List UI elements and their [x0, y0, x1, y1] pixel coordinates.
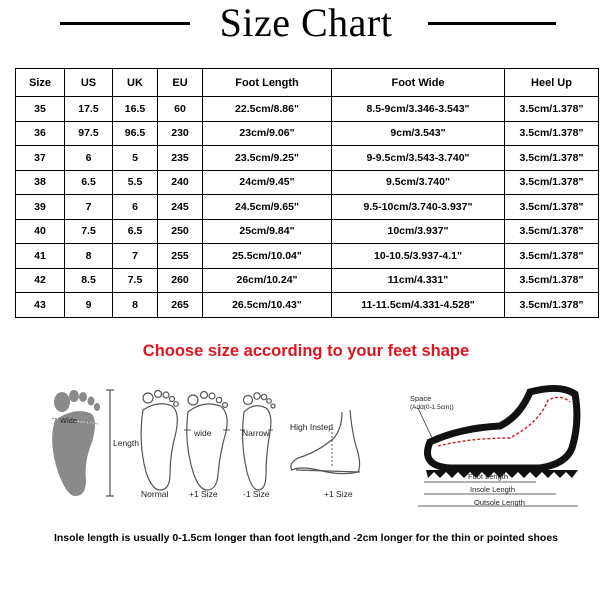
table-cell: 17.5	[65, 97, 113, 122]
table-cell: 8	[65, 244, 113, 269]
table-cell: 24.5cm/9.65"	[203, 195, 332, 220]
table-cell: 9	[65, 293, 113, 318]
table-cell: 16.5	[113, 97, 158, 122]
table-cell: 260	[158, 268, 203, 293]
table-cell: 38	[16, 170, 65, 195]
table-header-cell: Size	[16, 69, 65, 97]
table-cell: 36	[16, 121, 65, 146]
table-header-cell: Foot Length	[203, 69, 332, 97]
table-cell: 240	[158, 170, 203, 195]
table-cell: 37	[16, 146, 65, 171]
narrow-label: Narrow	[242, 428, 270, 438]
table-cell: 9cm/3.543"	[332, 121, 505, 146]
table-cell: 3.5cm/1.378"	[505, 268, 599, 293]
table-cell: 5	[113, 146, 158, 171]
table-cell: 250	[158, 219, 203, 244]
table-cell: 24cm/9.45"	[203, 170, 332, 195]
high-instep-foot-icon	[291, 410, 360, 474]
table-cell: 11cm/4.331"	[332, 268, 505, 293]
table-cell: 43	[16, 293, 65, 318]
table-cell: 35	[16, 97, 65, 122]
table-cell: 3.5cm/1.378"	[505, 170, 599, 195]
page-title: Size Chart	[219, 0, 393, 45]
table-cell: 3.5cm/1.378"	[505, 293, 599, 318]
table-cell: 10cm/3.937"	[332, 219, 505, 244]
wide-foot-icon	[184, 392, 230, 491]
high-instep-label: High Instep	[290, 422, 333, 432]
table-row	[16, 268, 599, 293]
table-cell: 25.5cm/10.04"	[203, 244, 332, 269]
table-row	[16, 293, 599, 318]
table-cell: 42	[16, 268, 65, 293]
insole-footnote: Insole length is usually 0-1.5cm longer than foot length,and -2cm longer for the thin or pointed shoes	[53, 532, 559, 544]
table-cell: 26.5cm/10.43"	[203, 293, 332, 318]
table-cell: 41	[16, 244, 65, 269]
plus-one-size-label-b: +1 Size	[324, 489, 353, 499]
table-cell: 230	[158, 121, 203, 146]
narrow-foot-icon	[240, 393, 275, 490]
table-cell: 7.5	[65, 219, 113, 244]
table-cell: 26cm/10.24"	[203, 268, 332, 293]
space-label: Space	[410, 394, 432, 403]
table-cell: 10-10.5/3.937-4.1"	[332, 244, 505, 269]
table-cell: 6	[113, 195, 158, 220]
table-cell: 40	[16, 219, 65, 244]
table-cell: 3.5cm/1.378"	[505, 244, 599, 269]
table-cell: 39	[16, 195, 65, 220]
grey-footprint-icon	[52, 390, 100, 496]
table-cell: 9.5cm/3.740"	[332, 170, 505, 195]
table-row	[16, 170, 599, 195]
table-row	[16, 219, 599, 244]
table-cell: 3.5cm/1.378"	[505, 195, 599, 220]
outsole-length-label: Outsole Length	[474, 498, 525, 507]
table-cell: 255	[158, 244, 203, 269]
table-cell: 8.5-9cm/3.346-3.543"	[332, 97, 505, 122]
table-cell: 96.5	[113, 121, 158, 146]
space-range-label: (Add(0-1.5cm))	[410, 404, 454, 411]
table-cell: 11-11.5cm/4.331-4.528"	[332, 293, 505, 318]
plus-one-size-label-a: +1 Size	[189, 489, 218, 499]
length-label: Length	[113, 438, 139, 448]
table-cell: 3.5cm/1.378"	[505, 97, 599, 122]
table-header-cell: UK	[113, 69, 158, 97]
table-cell: 235	[158, 146, 203, 171]
table-cell: 7	[113, 244, 158, 269]
table-cell: 6.5	[65, 170, 113, 195]
table-row	[16, 146, 599, 171]
table-cell: 245	[158, 195, 203, 220]
table-cell: 7.5	[113, 268, 158, 293]
table-cell: 5.5	[113, 170, 158, 195]
title-row	[0, 0, 612, 46]
table-header-cell: Heel Up	[505, 69, 599, 97]
table-cell: 23.5cm/9.25"	[203, 146, 332, 171]
size-chart-table	[15, 68, 599, 318]
table-row	[16, 121, 599, 146]
table-cell: 60	[158, 97, 203, 122]
minus-one-size-label: -1 Size	[243, 489, 270, 499]
table-cell: 8	[113, 293, 158, 318]
choose-size-heading: Choose size according to your feet shape	[142, 342, 470, 360]
table-cell: 22.5cm/8.86"	[203, 97, 332, 122]
table-cell: 8.5	[65, 268, 113, 293]
wide-label: Wide	[60, 416, 78, 425]
normal-foot-icon	[141, 391, 178, 491]
table-cell: 265	[158, 293, 203, 318]
foot-length-label: Foot Length	[468, 472, 509, 481]
insole-length-label: Insole Length	[470, 485, 516, 494]
table-row	[16, 195, 599, 220]
table-row	[16, 97, 599, 122]
table-cell: 9-9.5cm/3.543-3.740"	[332, 146, 505, 171]
table-cell: 23cm/9.06"	[203, 121, 332, 146]
table-cell: 9.5-10cm/3.740-3.937"	[332, 195, 505, 220]
table-row	[16, 244, 599, 269]
table-cell: 3.5cm/1.378"	[505, 146, 599, 171]
table-cell: 3.5cm/1.378"	[505, 219, 599, 244]
wide-lower-label: wide	[194, 428, 212, 438]
table-cell: 3.5cm/1.378"	[505, 121, 599, 146]
table-header-cell: US	[65, 69, 113, 97]
table-header-cell: EU	[158, 69, 203, 97]
table-header-cell: Foot Wide	[332, 69, 505, 97]
table-cell: 25cm/9.84"	[203, 219, 332, 244]
normal-label: Normal	[141, 489, 169, 499]
table-cell: 6	[65, 146, 113, 171]
feet-shape-diagram	[0, 372, 612, 522]
table-cell: 6.5	[113, 219, 158, 244]
table-header-row	[16, 69, 599, 97]
table-cell: 97.5	[65, 121, 113, 146]
table-cell: 7	[65, 195, 113, 220]
